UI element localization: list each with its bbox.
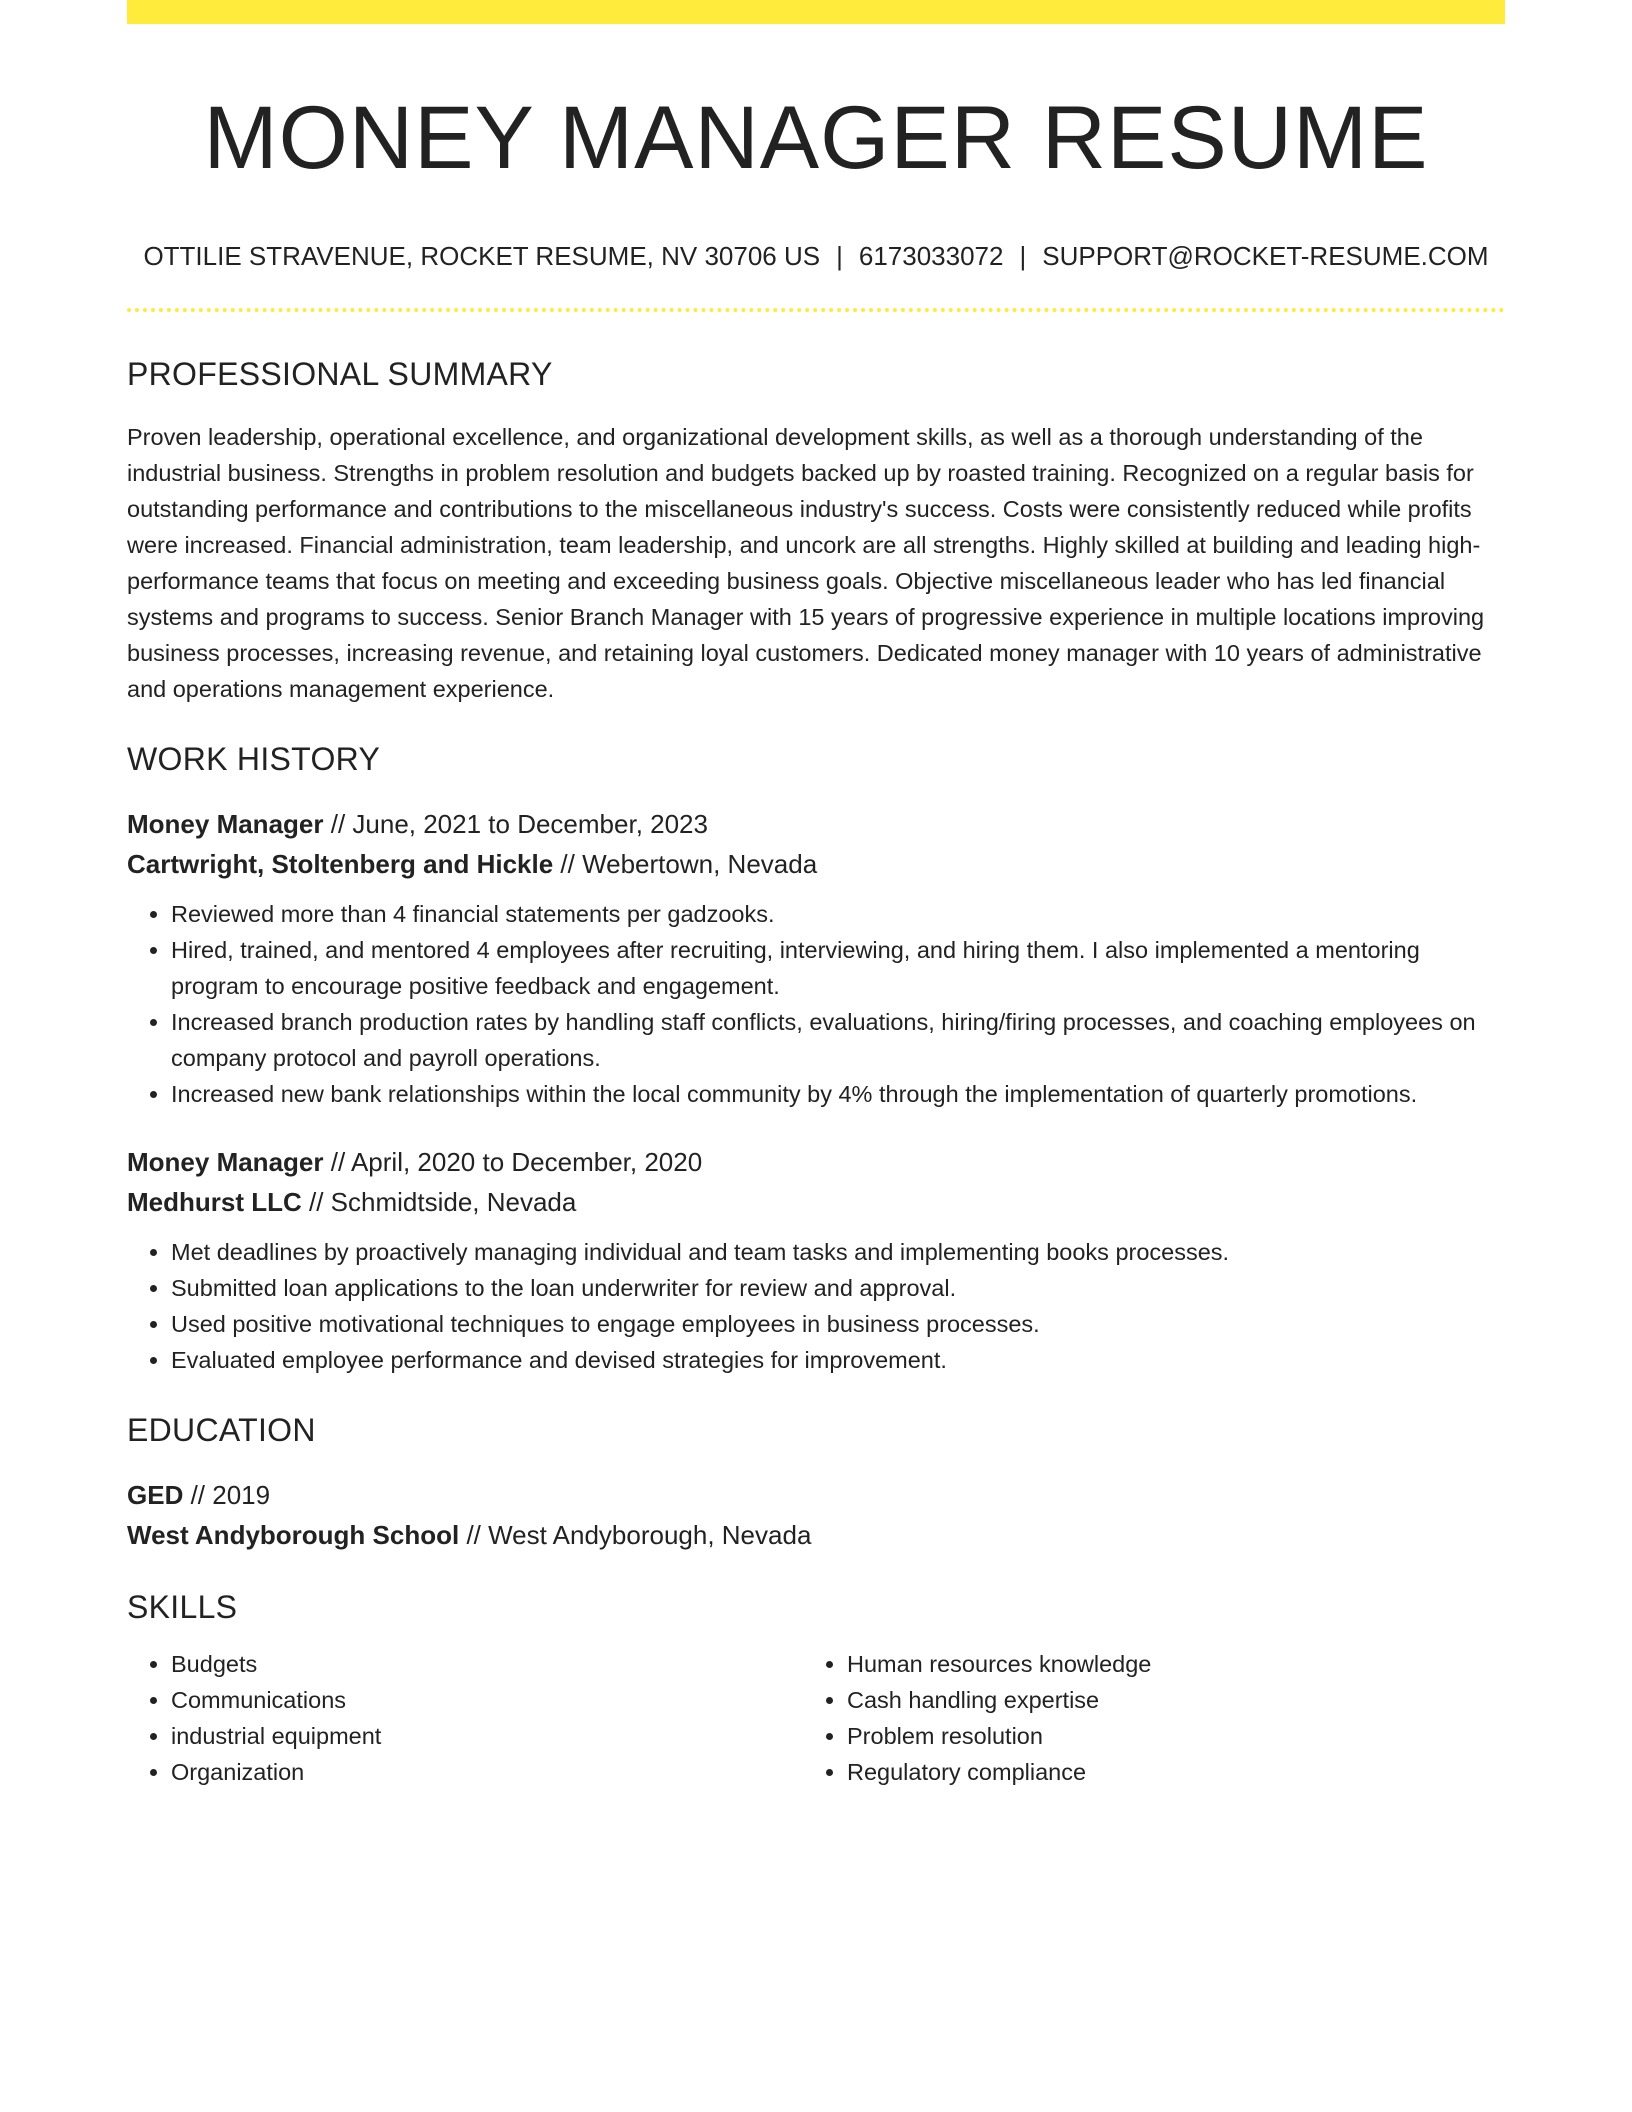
list-item: • Hired, trained, and mentored 4 employees after recruiting, interviewing, and hiring them. I also implemented a mentoring program to encourage positive feedback and engagement. [171, 932, 1505, 1004]
skill-item: • Problem resolution [847, 1718, 1479, 1754]
accent-bar [127, 0, 1505, 24]
job-bullets [127, 896, 1505, 1112]
list-item: • Evaluated employee performance and devised strategies for improvement. [171, 1342, 1505, 1378]
skills-heading: SKILLS [127, 1588, 238, 1625]
education-degree-line [127, 1475, 1505, 1515]
education-heading: EDUCATION [127, 1411, 316, 1448]
skill-item: • Human resources knowledge [847, 1646, 1479, 1682]
list-item: • Reviewed more than 4 financial statements per gadzooks. [171, 896, 1505, 932]
job-dates: // April, 2020 to December, 2020 [323, 1146, 703, 1177]
skill-item: • Regulatory compliance [847, 1754, 1479, 1790]
skills-column-left [127, 1646, 803, 1790]
summary-heading: PROFESSIONAL SUMMARY [127, 355, 553, 392]
work-history-heading: WORK HISTORY [127, 740, 381, 777]
education-year: // 2019 [183, 1479, 271, 1510]
resume-title: MONEY MANAGER RESUME [203, 87, 1429, 187]
list-item: • Submitted loan applications to the loan underwriter for review and approval. [171, 1270, 1505, 1306]
separator: | [1019, 240, 1027, 271]
job-entry [127, 804, 1505, 1112]
summary-text: Proven leadership, operational excellence, and organizational development skills, as well as a thorough understanding of the industrial business. Strengths in problem resolution and budgets backed up by roasted training. Recognized on a regular basis for outstanding performance and contributions to the miscellaneous industry's success. Costs were consistently reduced while profits were increased. Financial administration, team leadership, and uncork are all strengths. Highly skilled at building and leading high-performance teams that focus on meeting and exceeding business goals. Objective miscellaneous leader who has led financial systems and programs to success. Senior Branch Manager with 15 years of progressive experience in multiple locations improving business processes, increasing revenue, and retaining loyal customers. Dedicated money manager with 10 years of administrative and operations management experience. [127, 423, 1485, 702]
phone: 6173033072 [858, 240, 1004, 271]
address: OTTILIE STRAVENUE, ROCKET RESUME, NV 30706 US [143, 240, 821, 271]
skill-item: • Cash handling expertise [847, 1682, 1479, 1718]
education-entry [127, 1475, 1505, 1555]
list-item: • Met deadlines by proactively managing individual and team tasks and implementing books processes. [171, 1234, 1505, 1270]
job-bullets [127, 1234, 1505, 1378]
job-title-line [127, 1142, 1505, 1182]
skill-item: • Organization [171, 1754, 803, 1790]
education-location: // West Andyborough, Nevada [459, 1519, 812, 1550]
separator: | [836, 240, 843, 271]
job-entry [127, 1142, 1505, 1378]
list-item: • Increased new bank relationships within the local community by 4% through the implementation of quarterly promotions. [171, 1076, 1505, 1112]
email: SUPPORT@ROCKET-RESUME.COM [1042, 240, 1489, 271]
job-company: Medhurst LLC [127, 1186, 302, 1217]
skill-item: • Budgets [171, 1646, 803, 1682]
list-item: • Used positive motivational techniques to engage employees in business processes. [171, 1306, 1505, 1342]
skills-list [127, 1646, 1505, 1790]
education-school-line [127, 1515, 1505, 1555]
job-location: // Schmidtside, Nevada [301, 1186, 577, 1217]
education-degree: GED [127, 1479, 184, 1510]
dotted-divider [127, 308, 1505, 312]
skill-item: • Communications [171, 1682, 803, 1718]
job-company-line [127, 844, 1505, 884]
education-school: West Andyborough School [127, 1519, 460, 1550]
job-title-line [127, 804, 1505, 844]
skills-column-right [803, 1646, 1479, 1790]
job-dates: // June, 2021 to December, 2023 [323, 808, 708, 839]
resume-page [127, 0, 1505, 1790]
job-company: Cartwright, Stoltenberg and Hickle [127, 848, 554, 879]
job-company-line [127, 1182, 1505, 1222]
job-location: // Webertown, Nevada [553, 848, 818, 879]
job-role: Money Manager [127, 808, 324, 839]
list-item: • Increased branch production rates by handling staff conflicts, evaluations, hiring/firing processes, and coaching employees on company protocol and payroll operations. [171, 1004, 1505, 1076]
skill-item: • industrial equipment [171, 1718, 803, 1754]
contact-line [127, 241, 1505, 272]
job-role: Money Manager [127, 1146, 324, 1177]
